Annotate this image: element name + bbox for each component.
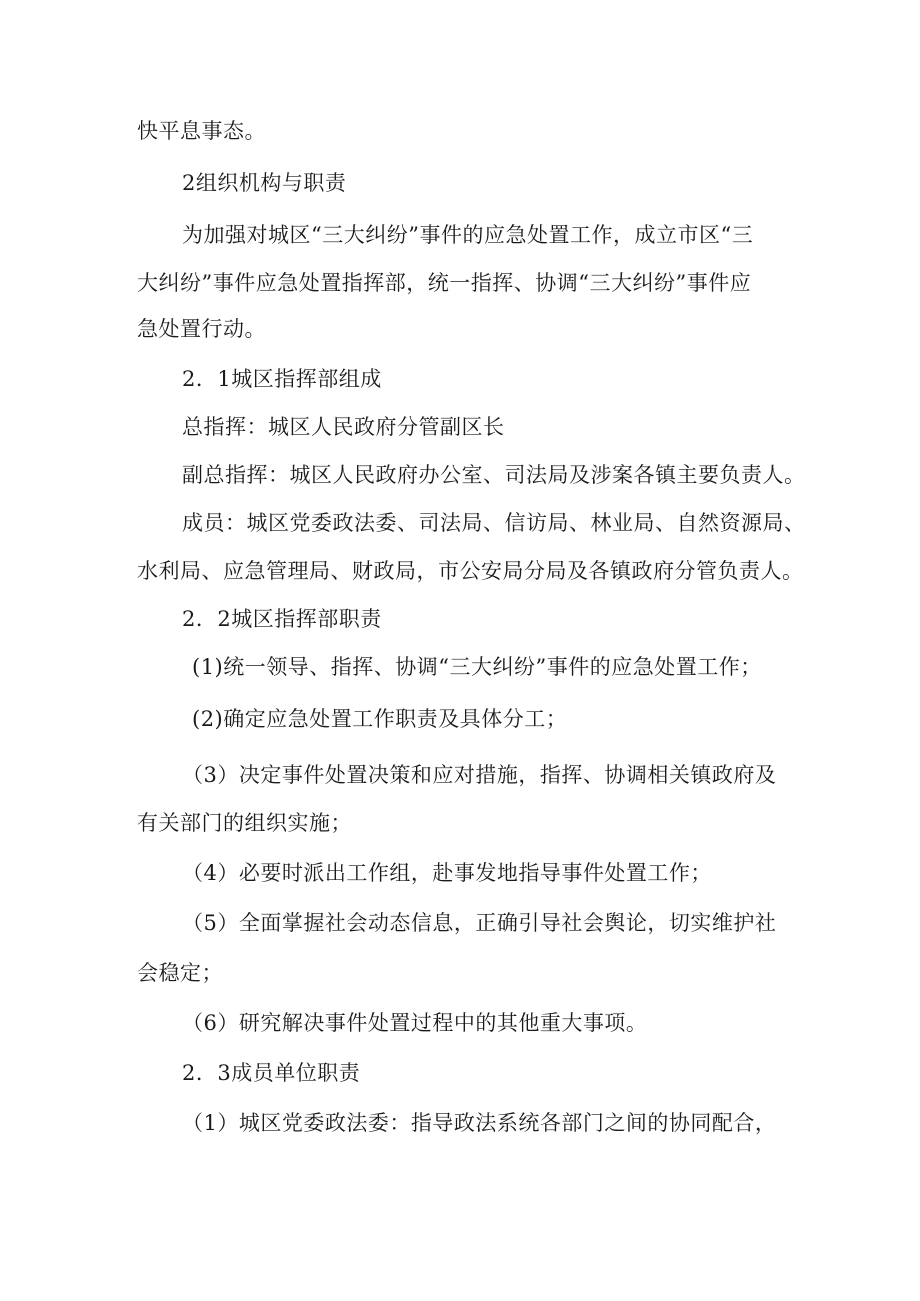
- text-line: 为加强对城区“三大纠纷”事件的应急处置工作，成立市区“三: [182, 223, 754, 247]
- text-line: 快平息事态。: [137, 119, 266, 143]
- section-heading: 2．3成员单位职责: [182, 1061, 361, 1085]
- section-heading: 2组织机构与职责: [182, 171, 347, 195]
- text-line: 副总指挥：城区人民政府办公室、司法局及涉案各镇主要负责人。: [182, 463, 806, 487]
- list-item: （6）研究解决事件处置过程中的其他重大事项。: [182, 1011, 648, 1035]
- text-line: 大纠纷”事件应急处置指挥部，统一指挥、协调“三大纠纷”事件应: [137, 271, 752, 295]
- list-item: （1）城区党委政法委：指导政法系统各部门之间的协同配合，: [182, 1111, 777, 1135]
- text-line: 总指挥：城区人民政府分管副区长: [182, 415, 505, 439]
- list-item: (1)统一领导、指挥、协调“三大纠纷”事件的应急处置工作；: [192, 655, 762, 679]
- list-item: （3）决定事件处置决策和应对措施，指挥、协调相关镇政府及: [182, 763, 777, 787]
- text-line: 有关部门的组织实施；: [137, 811, 352, 835]
- text-line: 成员：城区党委政法委、司法局、信访局、林业局、自然资源局、: [182, 511, 806, 535]
- text-line: 水利局、应急管理局、财政局，市公安局分局及各镇政府分管负责人。: [137, 559, 804, 583]
- section-heading: 2．1城区指挥部组成: [182, 367, 382, 391]
- list-item: （5）全面掌握社会动态信息，正确引导社会舆论，切实维护社: [182, 911, 777, 935]
- list-item: (2)确定应急处置工作职责及具体分工；: [192, 707, 568, 731]
- text-line: 急处置行动。: [137, 317, 266, 341]
- list-item: （4）必要时派出工作组，赴事发地指导事件处置工作；: [182, 861, 712, 885]
- section-heading: 2．2城区指挥部职责: [182, 607, 382, 631]
- text-line: 会稳定；: [137, 961, 223, 985]
